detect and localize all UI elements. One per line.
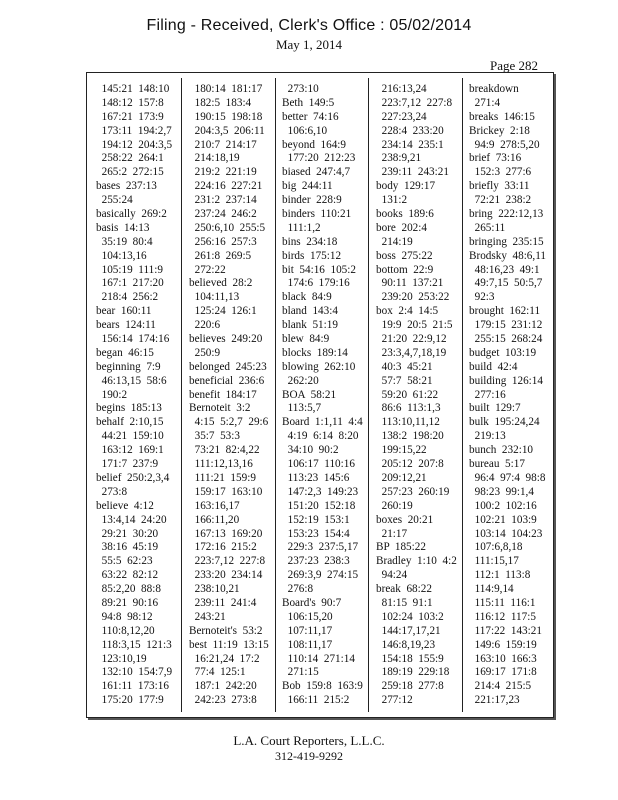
index-line: 98:23 99:1,4 xyxy=(469,485,534,498)
index-line: 118:3,15 121:3 xyxy=(96,638,172,651)
index-line: Bernoteit's 53:2 xyxy=(189,624,263,637)
index-line: basis 14:13 xyxy=(96,221,150,234)
index-line: beyond 164:9 xyxy=(282,138,347,151)
index-line: break 68:22 xyxy=(376,583,432,596)
index-line: 116:12 117:5 xyxy=(469,610,536,623)
index-line: 111:21 159:9 xyxy=(189,471,256,484)
index-line: 106:6,10 xyxy=(282,124,328,137)
index-line: 115:11 116:1 xyxy=(469,596,536,609)
index-line: believe 4:12 xyxy=(96,499,154,512)
index-line: 100:2 102:16 xyxy=(469,499,537,512)
index-line: 172:16 215:2 xyxy=(189,541,257,554)
index-line: 16:21,24 17:2 xyxy=(189,652,260,665)
index-line: Beth 149:5 xyxy=(282,96,335,109)
index-line: bulk 195:24,24 xyxy=(469,416,540,429)
index-line: 219:2 221:19 xyxy=(189,166,257,179)
index-line: bottom 22:9 xyxy=(376,263,434,276)
index-line: 113:23 145:6 xyxy=(282,471,350,484)
index-line: 173:11 194:2,7 xyxy=(96,124,172,137)
index-line: 273:8 xyxy=(96,485,128,498)
index-line: bland 143:4 xyxy=(282,305,338,318)
index-line: 113:10,11,12 xyxy=(376,416,440,429)
index-line: 94:9 278:5,20 xyxy=(469,138,540,151)
index-line: 149:6 159:19 xyxy=(469,638,537,651)
index-line: 163:16,17 xyxy=(189,499,240,512)
document-date: May 1, 2014 xyxy=(275,37,343,52)
index-line: 273:10 xyxy=(282,83,319,95)
index-line: 145:21 148:10 xyxy=(96,83,170,95)
index-line: 85:2,20 88:8 xyxy=(96,583,161,596)
index-line: BOA 58:21 xyxy=(282,388,337,401)
index-line: 35:7 53:3 xyxy=(189,430,240,443)
index-line: Board's 90:7 xyxy=(282,596,342,609)
index-line: 23:3,4,7,18,19 xyxy=(376,346,447,359)
index-line: 272:22 xyxy=(189,263,226,276)
index-line: 238:10,21 xyxy=(189,583,240,596)
index-line: 190:15 198:18 xyxy=(189,110,263,123)
index-line: 260:19 xyxy=(376,499,413,512)
index-line: big 244:11 xyxy=(282,180,333,193)
index-line: 144:17,17,21 xyxy=(376,624,441,637)
index-line: 239:20 253:22 xyxy=(376,291,450,304)
index-line: boxes 20:21 xyxy=(376,513,434,526)
index-line: 146:8,19,23 xyxy=(376,638,436,651)
index-line: bear 160:11 xyxy=(96,305,152,318)
index-line: 262:20 xyxy=(282,374,319,387)
index-line: 102:21 103:9 xyxy=(469,513,537,526)
page-number: Page 282 xyxy=(489,58,538,73)
index-line: blank 51:19 xyxy=(282,319,338,332)
index-line: bases 237:13 xyxy=(96,180,157,193)
index-line: 19:9 20:5 21:5 xyxy=(376,319,453,332)
index-line: 174:6 179:16 xyxy=(282,277,350,290)
index-line: 111:12,13,16 xyxy=(189,458,253,471)
index-line: 147:2,3 149:23 xyxy=(282,485,359,498)
index-line: believes 249:20 xyxy=(189,333,263,346)
index-line: 159:17 163:10 xyxy=(189,485,263,498)
index-line: 112:1 113:8 xyxy=(469,569,531,582)
index-line: bringing 235:15 xyxy=(469,235,544,248)
index-line: 205:12 207:8 xyxy=(376,458,444,471)
index-line: 151:20 152:18 xyxy=(282,499,356,512)
index-line: 102:24 103:2 xyxy=(376,610,444,623)
index-column-1 xyxy=(96,83,186,708)
index-line: 214:19 xyxy=(376,235,413,248)
reporter-phone: 312-419-9292 xyxy=(275,749,343,763)
index-line: 269:3,9 274:15 xyxy=(282,569,359,582)
index-line: 265:11 xyxy=(469,221,506,234)
index-line: 227:23,24 xyxy=(376,110,427,123)
index-line: 214:4 215:5 xyxy=(469,680,532,693)
index-line: 111:1,2 xyxy=(282,221,321,234)
index-line: began 46:15 xyxy=(96,346,154,359)
index-line: basically 269:2 xyxy=(96,208,167,221)
index-line: 4:19 6:14 8:20 xyxy=(282,430,359,443)
index-line: 4:15 5:2,7 29:6 xyxy=(189,416,269,429)
index-line: 218:4 256:2 xyxy=(96,291,159,304)
index-line: 117:22 143:21 xyxy=(469,624,542,637)
index-line: 204:3,5 206:11 xyxy=(189,124,265,137)
index-line: 154:18 155:9 xyxy=(376,652,444,665)
index-line: 105:19 111:9 xyxy=(96,263,163,276)
index-line: 94:8 98:12 xyxy=(96,610,153,623)
index-line: 242:23 273:8 xyxy=(189,694,257,707)
index-line: build 42:4 xyxy=(469,360,518,373)
index-line: 265:2 272:15 xyxy=(96,166,164,179)
index-line: believed 28:2 xyxy=(189,277,253,290)
index-line: 110:8,12,20 xyxy=(96,624,155,637)
index-line: bins 234:18 xyxy=(282,235,338,248)
index-line: 258:22 264:1 xyxy=(96,152,164,165)
index-line: 239:11 243:21 xyxy=(376,166,449,179)
index-line: biased 247:4,7 xyxy=(282,166,351,179)
index-line: beginning 7:9 xyxy=(96,360,161,373)
index-line: 228:4 233:20 xyxy=(376,124,444,137)
reporter-company: L.A. Court Reporters, L.L.C. xyxy=(233,733,385,748)
index-line: 237:24 246:2 xyxy=(189,208,257,221)
index-line: 106:15,20 xyxy=(282,610,333,623)
index-line: 166:11,20 xyxy=(189,513,240,526)
index-line: Bernoteit 3:2 xyxy=(189,402,251,415)
index-line: 72:21 238:2 xyxy=(469,194,532,207)
index-line: 113:5,7 xyxy=(282,402,322,415)
index-line: 86:6 113:1,3 xyxy=(376,402,441,415)
index-line: 103:14 104:23 xyxy=(469,527,543,540)
index-line: 55:5 62:23 xyxy=(96,555,153,568)
index-line: 44:21 159:10 xyxy=(96,430,164,443)
index-line: bunch 232:10 xyxy=(469,444,534,457)
index-line: begins 185:13 xyxy=(96,402,162,415)
index-line: blocks 189:14 xyxy=(282,346,348,359)
index-line: 259:18 277:8 xyxy=(376,680,444,693)
index-line: birds 175:12 xyxy=(282,249,342,262)
index-line: 219:13 xyxy=(469,430,506,443)
index-line: 180:14 181:17 xyxy=(189,83,263,95)
index-line: 21:20 22:9,12 xyxy=(376,333,447,346)
index-line: bore 202:4 xyxy=(376,221,427,234)
index-line: 257:23 260:19 xyxy=(376,485,450,498)
index-line: 216:13,24 xyxy=(376,83,427,95)
index-line: black 84:9 xyxy=(282,291,332,304)
index-line: 214:18,19 xyxy=(189,152,240,165)
index-line: 210:7 214:17 xyxy=(189,138,257,151)
index-line: 34:10 90:2 xyxy=(282,444,339,457)
index-line: 271:4 xyxy=(469,96,501,109)
index-line: 175:20 177:9 xyxy=(96,694,164,707)
index-line: 261:8 269:5 xyxy=(189,249,252,262)
index-column-4 xyxy=(376,83,466,708)
index-line: 21:17 xyxy=(376,527,408,540)
index-line: 161:11 173:16 xyxy=(96,680,169,693)
index-line: 94:24 xyxy=(376,569,408,582)
index-line: blew 84:9 xyxy=(282,333,330,346)
index-line: 77:4 125:1 xyxy=(189,666,246,679)
index-line: 190:2 xyxy=(96,388,128,401)
index-line: 239:11 241:4 xyxy=(189,596,257,609)
index-line: bears 124:11 xyxy=(96,319,156,332)
index-line: books 189:6 xyxy=(376,208,434,221)
index-line: 38:16 45:19 xyxy=(96,541,159,554)
index-line: 169:17 171:8 xyxy=(469,666,537,679)
index-line: brief 73:16 xyxy=(469,152,522,165)
index-line: 250:6,10 255:5 xyxy=(189,221,266,234)
index-line: 40:3 45:21 xyxy=(376,360,433,373)
index-line: better 74:16 xyxy=(282,110,339,123)
index-line: 114:9,14 xyxy=(469,583,514,596)
index-line: 96:4 97:4 98:8 xyxy=(469,471,546,484)
index-line: 35:19 80:4 xyxy=(96,235,153,248)
index-line: 57:7 58:21 xyxy=(376,374,433,387)
index-line: 243:21 xyxy=(189,610,226,623)
index-line: BP 185:22 xyxy=(376,541,426,554)
index-line: 49:7,15 50:5,7 xyxy=(469,277,543,290)
index-line: best 11:19 13:15 xyxy=(189,638,269,651)
index-line: 189:19 229:18 xyxy=(376,666,450,679)
index-line: box 2:4 14:5 xyxy=(376,305,439,318)
index-line: 223:7,12 227:8 xyxy=(189,555,266,568)
index-line: benefit 184:17 xyxy=(189,388,257,401)
index-line: 108:11,17 xyxy=(282,638,333,651)
index-line: 163:10 166:3 xyxy=(469,652,537,665)
index-line: boss 275:22 xyxy=(376,249,433,262)
index-line: 123:10,19 xyxy=(96,652,147,665)
index-line: 250:9 xyxy=(189,346,221,359)
index-line: 220:6 xyxy=(189,319,221,332)
index-line: 163:12 169:1 xyxy=(96,444,164,457)
index-line: Board 1:1,11 4:4 xyxy=(282,416,363,429)
index-line: 107:6,8,18 xyxy=(469,541,523,554)
index-column-5 xyxy=(469,83,559,708)
index-line: 237:23 238:3 xyxy=(282,555,350,568)
index-line: 110:14 271:14 xyxy=(282,652,355,665)
index-line: 179:15 231:12 xyxy=(469,319,543,332)
index-line: breakdown xyxy=(469,83,519,95)
index-line: 46:13,15 58:6 xyxy=(96,374,167,387)
index-line: 238:9,21 xyxy=(376,152,422,165)
index-line: 233:20 234:14 xyxy=(189,569,263,582)
index-line: bit 54:16 105:2 xyxy=(282,263,356,276)
index-line: 167:21 173:9 xyxy=(96,110,164,123)
index-line: Bob 159:8 163:9 xyxy=(282,680,363,693)
index-line: blowing 262:10 xyxy=(282,360,356,373)
index-line: 231:2 237:14 xyxy=(189,194,257,207)
index-line: 221:17,23 xyxy=(469,694,520,707)
index-line: 73:21 82:4,22 xyxy=(189,444,260,457)
index-line: 277:12 xyxy=(376,694,413,707)
index-line: 177:20 212:23 xyxy=(282,152,356,165)
index-line: 187:1 242:20 xyxy=(189,680,257,693)
index-line: 81:15 91:1 xyxy=(376,596,433,609)
index-line: built 129:7 xyxy=(469,402,521,415)
index-line: 111:15,17 xyxy=(469,555,519,568)
index-line: 256:16 257:3 xyxy=(189,235,257,248)
index-line: Brickey 2:18 xyxy=(469,124,530,137)
index-line: 152:19 153:1 xyxy=(282,513,350,526)
index-line: 255:15 268:24 xyxy=(469,333,543,346)
index-line: 255:24 xyxy=(96,194,133,207)
index-line: 106:17 110:16 xyxy=(282,458,355,471)
index-line: 104:11,13 xyxy=(189,291,240,304)
index-line: 153:23 154:4 xyxy=(282,527,350,540)
index-line: briefly 33:11 xyxy=(469,180,530,193)
index-line: 107:11,17 xyxy=(282,624,333,637)
index-line: 59:20 61:22 xyxy=(376,388,439,401)
index-line: 138:2 198:20 xyxy=(376,430,444,443)
index-line: 209:12,21 xyxy=(376,471,427,484)
index-line: bureau 5:17 xyxy=(469,458,525,471)
index-line: 156:14 174:16 xyxy=(96,333,170,346)
index-line: 48:16,23 49:1 xyxy=(469,263,540,276)
index-line: 223:7,12 227:8 xyxy=(376,96,453,109)
index-line: breaks 146:15 xyxy=(469,110,535,123)
index-line: 90:11 137:21 xyxy=(376,277,444,290)
index-line: 148:12 157:8 xyxy=(96,96,164,109)
index-line: 13:4,14 24:20 xyxy=(96,513,167,526)
index-line: 224:16 227:21 xyxy=(189,180,263,193)
index-line: 63:22 82:12 xyxy=(96,569,159,582)
index-line: beneficial 236:6 xyxy=(189,374,265,387)
filing-stamp: Filing - Received, Clerk's Office : 05/02/2014 xyxy=(146,17,472,34)
index-line: 167:1 217:20 xyxy=(96,277,164,290)
index-line: budget 103:19 xyxy=(469,346,537,359)
index-line: belonged 245:23 xyxy=(189,360,267,373)
index-column-3 xyxy=(282,83,372,708)
index-line: 167:13 169:20 xyxy=(189,527,263,540)
index-line: 125:24 126:1 xyxy=(189,305,257,318)
index-line: binders 110:21 xyxy=(282,208,352,221)
index-line: 92:3 xyxy=(469,291,495,304)
index-line: bring 222:12,13 xyxy=(469,208,544,221)
index-line: 29:21 30:20 xyxy=(96,527,159,540)
index-line: 104:13,16 xyxy=(96,249,147,262)
index-line: 89:21 90:16 xyxy=(96,596,159,609)
index-line: behalf 2:10,15 xyxy=(96,416,164,429)
index-line: body 129:17 xyxy=(376,180,436,193)
index-column-2 xyxy=(189,83,279,708)
index-line: 171:7 237:9 xyxy=(96,458,159,471)
index-line: building 126:14 xyxy=(469,374,543,387)
index-line: belief 250:2,3,4 xyxy=(96,471,170,484)
index-line: 234:14 235:1 xyxy=(376,138,444,151)
index-line: Brodsky 48:6,11 xyxy=(469,249,546,262)
index-line: 166:11 215:2 xyxy=(282,694,350,707)
index-line: 131:2 xyxy=(376,194,408,207)
index-line: 277:16 xyxy=(469,388,506,401)
index-line: 152:3 277:6 xyxy=(469,166,532,179)
index-line: 229:3 237:5,17 xyxy=(282,541,359,554)
index-line: binder 228:9 xyxy=(282,194,342,207)
index-line: 182:5 183:4 xyxy=(189,96,252,109)
index-line: 199:15,22 xyxy=(376,444,427,457)
index-line: brought 162:11 xyxy=(469,305,541,318)
index-line: Bradley 1:10 4:2 xyxy=(376,555,457,568)
index-line: 271:15 xyxy=(282,666,319,679)
index-line: 132:10 154:7,9 xyxy=(96,666,173,679)
index-line: 194:12 204:3,5 xyxy=(96,138,173,151)
index-line: 276:8 xyxy=(282,583,314,596)
